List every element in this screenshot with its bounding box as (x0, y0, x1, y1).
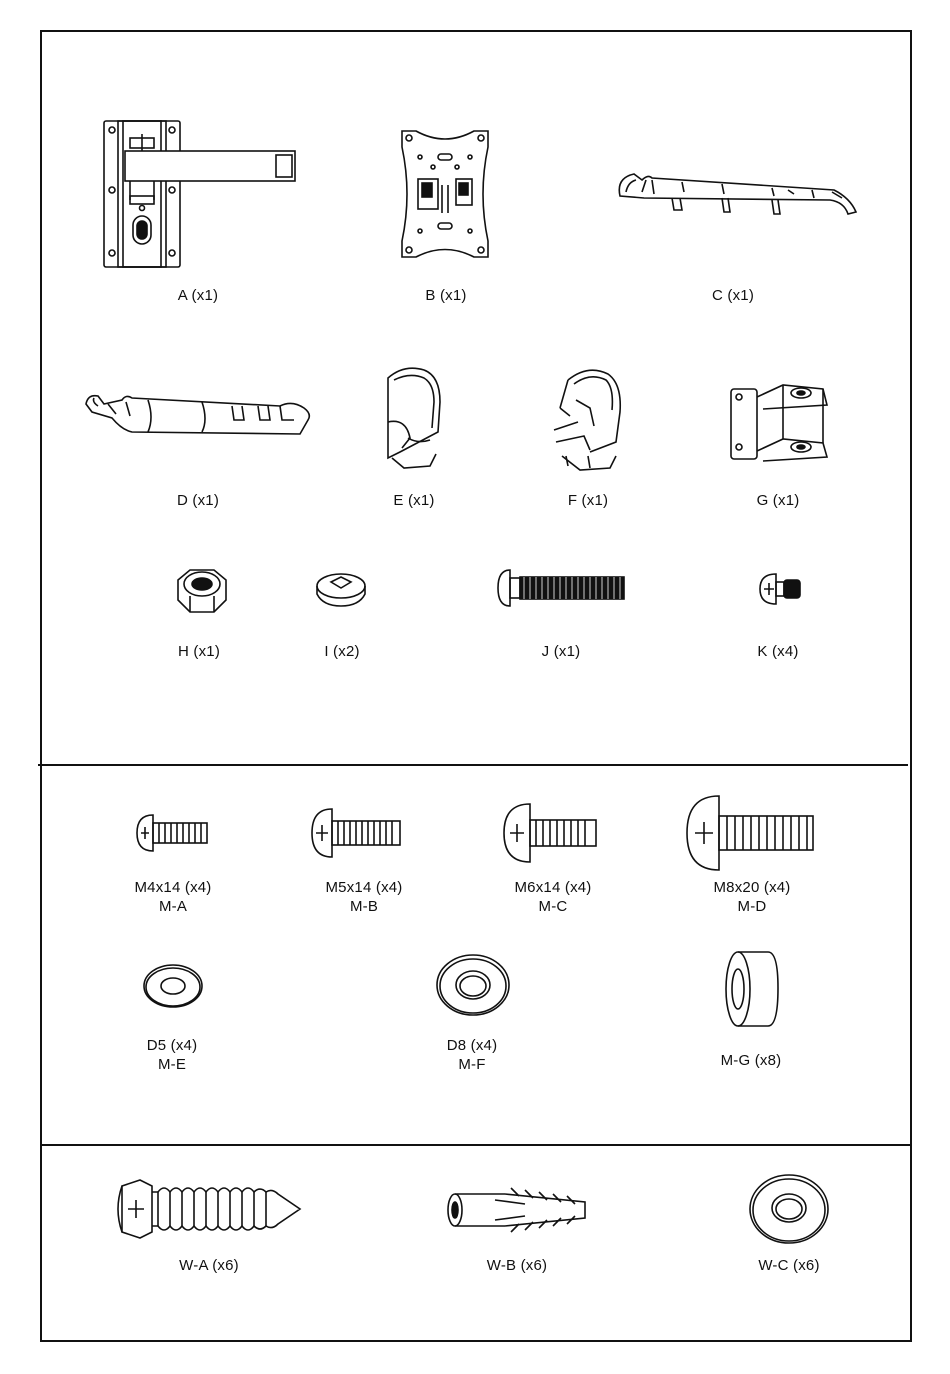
section-divider-2 (40, 1144, 912, 1146)
hardware-m-g-label: M-G (x8) (720, 1052, 782, 1069)
part-h-label: H (x1) (177, 643, 221, 660)
hardware-m-f-label (447, 1036, 498, 1074)
part-a-label: A (x1) (177, 287, 219, 304)
hardware-m-c-code: M-C (538, 898, 568, 915)
hardware-m-b-code: M-B (349, 898, 379, 915)
hardware-m-d-code: M-D (737, 898, 767, 915)
washer-d5-icon (141, 962, 205, 1010)
hardware-m-a-label (134, 878, 211, 916)
hardware-m-b-label (325, 878, 402, 916)
hardware-w-c-label: W-C (x6) (758, 1257, 820, 1274)
section-divider-1 (38, 764, 908, 766)
hardware-m-b-size: M5x14 (x4) (325, 879, 403, 896)
hardware-m-a-size: M4x14 (x4) (134, 879, 212, 896)
hardware-w-a-label: W-A (x6) (179, 1257, 239, 1274)
hardware-m-f-code: M-F (458, 1056, 486, 1073)
lock-nut-icon (172, 566, 232, 616)
part-g-label: G (x1) (756, 492, 800, 509)
wall-anchor-icon (445, 1184, 590, 1236)
washer-d8-icon (433, 952, 513, 1018)
vesa-plate-icon (398, 127, 493, 262)
part-b-label: B (x1) (425, 287, 467, 304)
screw-m8x20-icon (683, 794, 818, 872)
hardware-m-e-size: D5 (x4) (146, 1037, 198, 1054)
part-j-label: J (x1) (541, 643, 581, 660)
tilt-bracket-icon (727, 375, 832, 465)
joint-cover-icon (380, 362, 450, 472)
screw-m6x14-icon (500, 802, 600, 864)
square-washer-icon (313, 572, 373, 608)
hardware-w-b-label: W-B (x6) (486, 1257, 548, 1274)
short-screw-icon (756, 572, 806, 606)
hardware-m-e-code: M-E (157, 1056, 187, 1073)
part-c-label: C (x1) (711, 287, 755, 304)
hardware-m-a-code: M-A (158, 898, 188, 915)
screw-m5x14-icon (308, 807, 403, 859)
part-i-label: I (x2) (324, 643, 360, 660)
joint-cover-open-icon (550, 360, 630, 475)
hardware-m-c-label (514, 878, 591, 916)
part-f-label: F (x1) (567, 492, 609, 509)
hardware-m-d-label (713, 878, 790, 916)
hardware-m-f-size: D8 (x4) (446, 1037, 498, 1054)
part-d-label: D (x1) (176, 492, 220, 509)
wall-plate-arm-icon (100, 118, 300, 273)
cable-cover-long-icon (612, 168, 862, 218)
cable-cover-short-icon (82, 390, 317, 440)
spacer-icon (722, 948, 782, 1030)
part-e-label: E (x1) (393, 492, 435, 509)
wall-washer-icon (746, 1172, 832, 1246)
hardware-m-d-size: M8x20 (x4) (713, 879, 791, 896)
hardware-m-c-size: M6x14 (x4) (514, 879, 592, 896)
screw-m4x14-icon (133, 813, 213, 853)
hardware-m-e-label (147, 1036, 198, 1074)
part-k-label: K (x4) (757, 643, 799, 660)
lag-bolt-icon (110, 1178, 305, 1240)
carriage-bolt-icon (496, 568, 631, 608)
